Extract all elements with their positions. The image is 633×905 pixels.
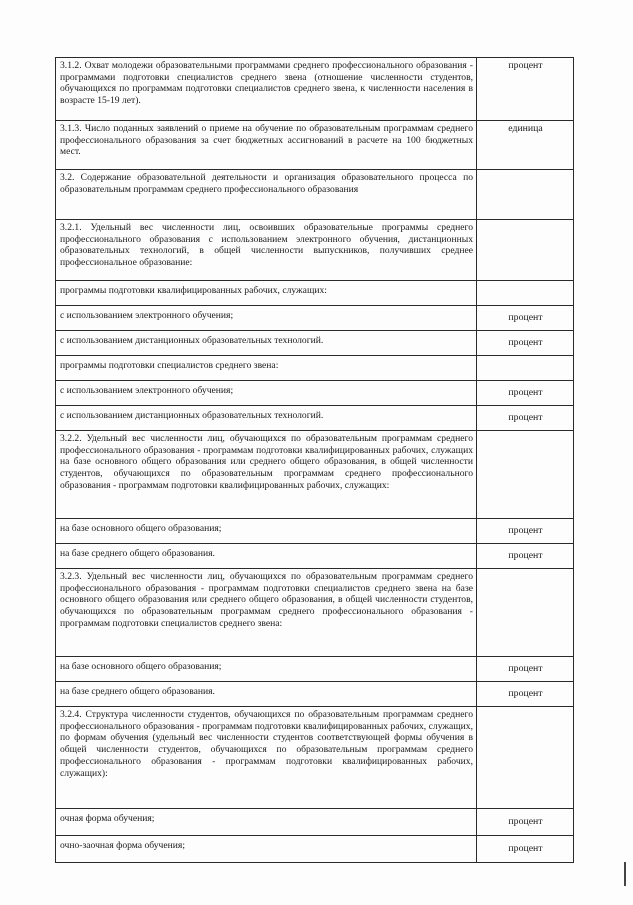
unit-cell: процент (477, 836, 574, 863)
unit-cell (477, 707, 574, 809)
table-row (56, 707, 574, 809)
table-row (56, 170, 574, 220)
indicator-item: с использованием электронного обучения; (56, 381, 477, 406)
unit-cell (477, 569, 574, 657)
unit-cell (477, 220, 574, 281)
table-row (56, 657, 574, 682)
section-heading: 3.2. Содержание образовательной деятельности и организация образовательного процесса по образовательным программам среднего профессионального образования (56, 170, 477, 220)
indicator-item: на базе основного общего образования; (56, 519, 477, 544)
indicator-description: 3.2.2. Удельный вес численности лиц, обучающихся по образовательным программам среднего профессионального образования - программам подготовки квалифицированных рабочих, служащих на базе основного общего образования или среднего общего образования, в общей численности студентов, обучающихся по образовательным программам среднего профессионального образования - программам подготовки квалифицированных рабочих, служащих: (56, 431, 477, 519)
indicator-item: на базе основного общего образования; (56, 657, 477, 682)
indicator-item: с использованием дистанционных образовательных технологий. (56, 331, 477, 356)
indicator-description: 3.1.2. Охват молодежи образовательными программами среднего профессионального образования - программами подготовки специалистов среднего звена (отношение численности студентов, обучающихся по программам подготовки специалистов среднего звена, к численности населения в возрасте 15-19 лет). (56, 58, 477, 121)
unit-cell: процент (477, 406, 574, 431)
table-row (56, 306, 574, 331)
table-row (56, 569, 574, 657)
unit-cell (477, 281, 574, 306)
unit-cell: процент (477, 381, 574, 406)
unit-cell: процент (477, 809, 574, 836)
table-row (56, 406, 574, 431)
unit-cell: процент (477, 519, 574, 544)
unit-cell (477, 356, 574, 381)
table-row (56, 682, 574, 707)
indicator-description: 3.2.3. Удельный вес численности лиц, обучающихся по образовательным программам среднего профессионального образования - программам подготовки специалистов среднего звена на базе основного общего образования или среднего общего образования, в общей численности студентов, обучающихся по образовательным программам среднего профессионального образования - программам подготовки специалистов среднего звена: (56, 569, 477, 657)
indicator-item: с использованием дистанционных образовательных технологий. (56, 406, 477, 431)
indicator-item: очная форма обучения; (56, 809, 477, 836)
table-row (56, 281, 574, 306)
subgroup-label: программы подготовки специалистов среднего звена: (56, 356, 477, 381)
unit-cell: процент (477, 657, 574, 682)
unit-cell: процент (477, 682, 574, 707)
table-row (56, 121, 574, 170)
indicator-item: на базе среднего общего образования. (56, 544, 477, 569)
unit-cell: процент (477, 331, 574, 356)
unit-cell (477, 431, 574, 519)
table-row (56, 356, 574, 381)
unit-cell: процент (477, 544, 574, 569)
unit-cell: процент (477, 306, 574, 331)
unit-cell (477, 170, 574, 220)
indicator-item: очно-заочная форма обучения; (56, 836, 477, 863)
unit-cell: единица (477, 121, 574, 170)
table-row (56, 544, 574, 569)
indicator-item: с использованием электронного обучения; (56, 306, 477, 331)
table-row (56, 381, 574, 406)
table-row (56, 431, 574, 519)
table-row (56, 220, 574, 281)
table-row (56, 519, 574, 544)
scan-edge-mark (624, 862, 626, 886)
table-row (56, 331, 574, 356)
table-row (56, 836, 574, 863)
indicator-description: 3.1.3. Число поданных заявлений о приеме на обучение по образовательным программам среднего профессионального образования за счет бюджетных ассигнований в расчете на 100 бюджетных мест. (56, 121, 477, 170)
table-row (56, 58, 574, 121)
unit-cell: процент (477, 58, 574, 121)
indicator-description: 3.2.4. Структура численности студентов, обучающихся по образовательным программам среднего профессионального образования - программам подготовки квалифицированных рабочих, служащих, по формам обучения (удельный вес численности студентов соответствующей формы обучения в общей численности студентов, обучающихся по образовательным программам среднего профессионального образования - программам подготовки квалифицированных рабочих, служащих): (56, 707, 477, 809)
indicator-item: на базе среднего общего образования. (56, 682, 477, 707)
indicators-table (55, 57, 574, 863)
indicator-description: 3.2.1. Удельный вес численности лиц, освоивших образовательные программы среднего профессионального образования с использованием электронного обучения, дистанционных образовательных технологий, в общей численности выпускников, получивших среднее профессиональное образование: (56, 220, 477, 281)
table-row (56, 809, 574, 836)
subgroup-label: программы подготовки квалифицированных рабочих, служащих: (56, 281, 477, 306)
